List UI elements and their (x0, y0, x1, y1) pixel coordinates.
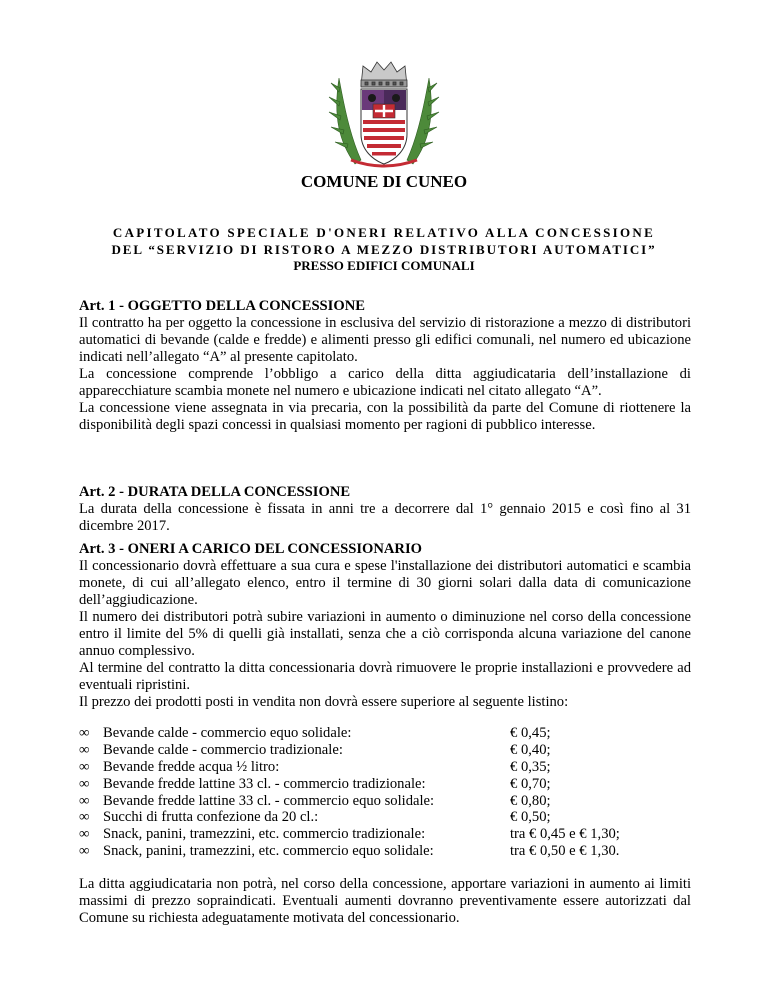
article-3-paragraph-4: Il prezzo dei prodotti posti in vendita non dovrà essere superiore al seguente listino: (79, 694, 569, 710)
price-list-item: Snack, panini, tramezzini, etc. commercio equo solidale: (103, 843, 434, 860)
list-item (79, 826, 719, 843)
infinity-bullet-icon: ∞ (79, 775, 90, 792)
price-list-item: Bevande fredde lattine 33 cl. - commercio equo solidale: (103, 792, 435, 809)
infinity-bullet-icon: ∞ (79, 741, 90, 758)
price-list-value: tra € 0,50 e € 1,30. (510, 843, 620, 860)
infinity-bullet-icon: ∞ (79, 725, 90, 741)
article-3 (79, 541, 691, 711)
document-title-line-1: CAPITOLATO SPECIALE D'ONERI RELATIVO ALLA CONCESSIONE (112, 225, 656, 240)
price-list-item: Bevande fredde acqua ½ litro: (103, 758, 280, 775)
article-3-paragraph-1: Il concessionario dovrà effettuare a sua cura e spese l'installazione dei distributori automatici e scambia monete, di cui all’allegato elenco, entro il termine di 30 giorni solari dalla data di comunicazione dell’aggiudicazione. (79, 558, 691, 608)
infinity-bullet-icon: ∞ (79, 826, 90, 843)
price-list-item: Bevande calde - commercio tradizionale: (103, 741, 343, 758)
price-list-value: € 0,40; (510, 741, 551, 758)
article-1-heading: Art. 1 - OGGETTO DELLA CONCESSIONE (79, 298, 365, 314)
price-list-item: Succhi di frutta confezione da 20 cl.: (103, 809, 319, 826)
article-3-paragraph-3: Al termine del contratto la ditta concessionaria dovrà rimuovere le proprie installazioni e provvedere ad eventuali ripristini. (79, 660, 691, 693)
price-list-value: € 0,70; (510, 775, 551, 792)
price-list-value: tra € 0,45 e € 1,30; (510, 826, 620, 843)
infinity-bullet-icon: ∞ (79, 843, 90, 860)
list-item (79, 843, 719, 860)
article-3-paragraph-2: Il numero dei distributori potrà subire variazioni in aumento o diminuzione nel corso della concessione entro il limite del 5% di quelli già installati, senza che a ciò corrisponda alcuna variazione del canone annuo complessivo. (79, 609, 691, 659)
list-item (79, 759, 719, 776)
article-1-paragraph-3: La concessione viene assegnata in via precaria, con la possibilità da parte del Comune di riottenere la disponibilità degli spazi concessi in qualsiasi momento per ragioni di pubblico interesse. (79, 400, 691, 433)
infinity-bullet-icon: ∞ (79, 809, 90, 826)
price-list-value: € 0,45; (510, 725, 551, 741)
price-list-item: Bevande calde - commercio equo solidale: (103, 725, 352, 741)
article-1-paragraph-2: La concessione comprende l’obbligo a carico della ditta aggiudicataria dell’installazione di apparecchiature scambia monete nel numero e ubicazione indicati nel citato allegato “A”. (79, 366, 691, 399)
price-list-value: € 0,80; (510, 792, 551, 809)
article-3-paragraph-5: La ditta aggiudicataria non potrà, nel corso della concessione, apportare variazioni in aumento ai limiti massimi di prezzo sopraindicati. Eventuali aumenti dovranno preventivamente essere autorizzati dal Comune su richiesta adeguatamente motivata del concessionario. (79, 876, 691, 926)
city-title: COMUNE DI CUNEO (300, 172, 468, 191)
price-list-value: € 0,50; (510, 809, 551, 826)
document-title-line-3: PRESSO EDIFICI COMUNALI (293, 258, 475, 273)
price-list (79, 725, 719, 860)
article-1 (79, 298, 691, 434)
article-2 (79, 484, 691, 535)
list-item (79, 742, 719, 759)
price-list-item: Snack, panini, tramezzini, etc. commercio tradizionale: (103, 826, 426, 843)
article-3-closing (79, 876, 691, 927)
price-list-value: € 0,35; (510, 758, 551, 775)
price-list-item: Bevande fredde lattine 33 cl. - commercio tradizionale: (103, 775, 426, 792)
article-3-heading: Art. 3 - ONERI A CARICO DEL CONCESSIONARIO (79, 541, 422, 557)
article-2-paragraph-1: La durata della concessione è fissata in anni tre a decorrere dal 1° gennaio 2015 e così fino al 31 dicembre 2017. (79, 501, 691, 534)
article-2-heading: Art. 2 - DURATA DELLA CONCESSIONE (79, 484, 351, 500)
coat-of-arms-emblem (325, 56, 443, 168)
list-item (79, 793, 719, 810)
list-item (79, 809, 719, 826)
infinity-bullet-icon: ∞ (79, 792, 90, 809)
article-1-paragraph-1: Il contratto ha per oggetto la concessione in esclusiva del servizio di ristorazione a mezzo di distributori automatici di bevande (calde e fredde) e alimenti presso gli edifici comunali, nel numero ed ubicazione indicati nell’allegato “A” al presente capitolato. (79, 315, 691, 365)
list-item (79, 725, 719, 742)
list-item (79, 776, 719, 793)
document-title-line-2: DEL “SERVIZIO DI RISTORO A MEZZO DISTRIBUTORI AUTOMATICI” (111, 242, 657, 257)
infinity-bullet-icon: ∞ (79, 758, 90, 775)
